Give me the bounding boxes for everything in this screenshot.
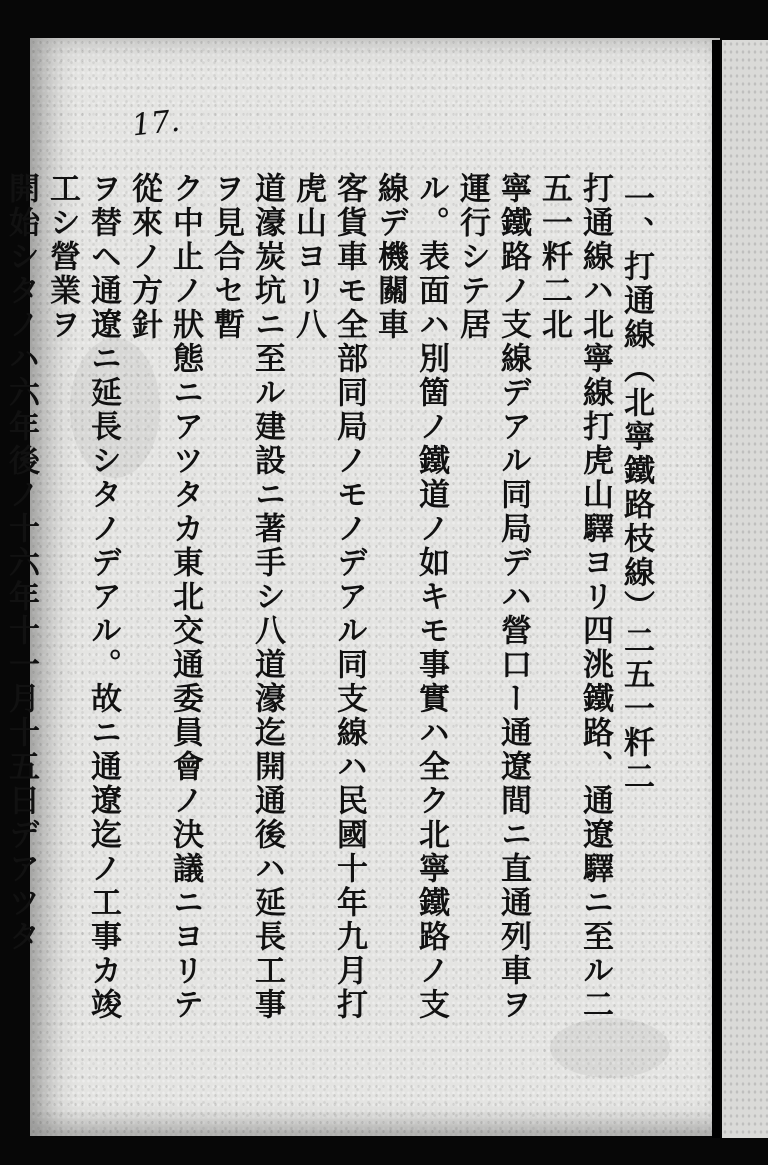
adjacent-page-edge — [722, 40, 768, 1138]
text-column: 客貨車モ全部同局ノモノデアル同支線ハ民國十年九月打虎山ヨリ八 — [290, 172, 367, 1022]
page-number: 17. — [130, 103, 182, 144]
book-gutter — [712, 40, 720, 1138]
text-column: ヲ替ヘ通遼ニ延長シタノデアル。故ニ通遼迄ノ工事カ竣工シ營業ヲ — [44, 172, 121, 1022]
section-heading: 一、打通線（北寧鐵路枝線）二五一粁二 — [618, 182, 654, 794]
text-column: ル。表面ハ別箇ノ鐵道ノ如キモ事實ハ全ク北寧鐵路ノ支線デ機關車 — [372, 172, 449, 1022]
vertical-body-text — [0, 172, 656, 1052]
text-column: 道濠炭坑ニ至ル建設ニ著手シ八道濠迄開通後ハ延長工事ヲ見合セ暫 — [208, 172, 285, 1022]
text-column: 開始シタノハ六年後ノ十六年十一月十五日デアツタ — [3, 172, 39, 954]
text-column: 打通線ハ北寧線打虎山驛ヨリ四洮鐵路、通遼驛ニ至ル二五一粁二北 — [536, 172, 613, 1022]
text-column: 寧鐵路ノ支線デアル同局デハ營口ー通遼間ニ直通列車ヲ運行シテ居 — [454, 172, 531, 1022]
text-column: ク中止ノ狀態ニアツタカ東北交通委員會ノ決議ニヨリテ從來ノ方針 — [126, 172, 203, 1022]
